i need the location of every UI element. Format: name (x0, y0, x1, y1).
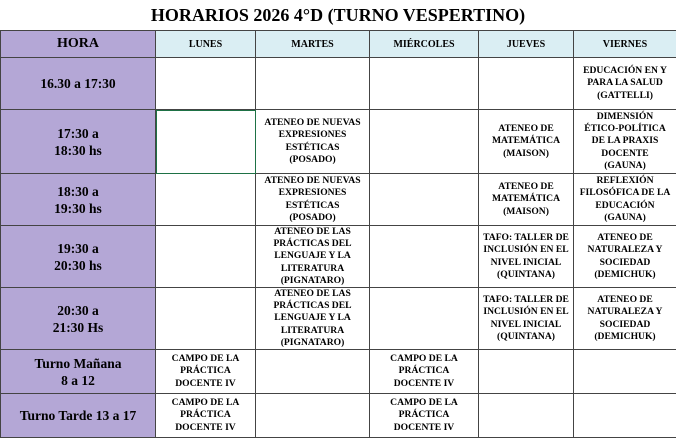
hora-cell[interactable]: 18:30 a 19:30 hs (1, 174, 156, 226)
table-row (1, 58, 676, 110)
cell-viernes[interactable]: DIMENSIÓN ÉTICO-POLÍTICA DE LA PRAXIS DOCENTE (GAUNA) (574, 110, 676, 174)
cell-jueves[interactable]: ATENEO DE MATEMÁTICA (MAISON) (479, 174, 574, 226)
cell-viernes[interactable]: ATENEO DE NATURALEZA Y SOCIEDAD (DEMICHUK) (574, 288, 676, 350)
sheet-title: HORARIOS 2026 4°D (TURNO VESPERTINO) (0, 0, 676, 30)
cell-viernes[interactable] (574, 350, 676, 394)
table-row (1, 350, 676, 394)
hora-cell[interactable]: 16.30 a 17:30 (1, 58, 156, 110)
cell-viernes[interactable]: ATENEO DE NATURALEZA Y SOCIEDAD (DEMICHUK) (574, 226, 676, 288)
schedule-table (0, 30, 676, 438)
cell-miercoles[interactable] (370, 58, 479, 110)
header-hora[interactable]: HORA (1, 31, 156, 58)
cell-jueves[interactable]: TAFO: TALLER DE INCLUSIÓN EN EL NIVEL INICIAL (QUINTANA) (479, 226, 574, 288)
table-row (1, 174, 676, 226)
cell-viernes[interactable] (574, 394, 676, 438)
table-row (1, 394, 676, 438)
table-row (1, 288, 676, 350)
cell-martes[interactable]: ATENEO DE LAS PRÁCTICAS DEL LENGUAJE Y LA LITERATURA (PIGNATARO) (256, 288, 370, 350)
table-row (1, 110, 676, 174)
cell-lunes[interactable] (156, 58, 256, 110)
cell-martes[interactable] (256, 394, 370, 438)
cell-miercoles[interactable] (370, 226, 479, 288)
cell-lunes-selected[interactable] (156, 110, 256, 174)
cell-viernes[interactable]: EDUCACIÓN EN Y PARA LA SALUD (GATTELLI) (574, 58, 676, 110)
cell-martes[interactable]: ATENEO DE NUEVAS EXPRESIONES ESTÉTICAS (POSADO) (256, 110, 370, 174)
cell-lunes[interactable] (156, 288, 256, 350)
cell-martes[interactable]: ATENEO DE LAS PRÁCTICAS DEL LENGUAJE Y LA LITERATURA (PIGNATARO) (256, 226, 370, 288)
cell-miercoles[interactable]: CAMPO DE LA PRÁCTICA DOCENTE IV (370, 350, 479, 394)
cell-lunes[interactable] (156, 226, 256, 288)
cell-martes[interactable] (256, 350, 370, 394)
cell-martes[interactable] (256, 58, 370, 110)
cell-lunes[interactable]: CAMPO DE LA PRÁCTICA DOCENTE IV (156, 394, 256, 438)
cell-miercoles[interactable]: CAMPO DE LA PRÁCTICA DOCENTE IV (370, 394, 479, 438)
cell-martes[interactable]: ATENEO DE NUEVAS EXPRESIONES ESTÉTICAS (POSADO) (256, 174, 370, 226)
header-lunes[interactable]: LUNES (156, 31, 256, 58)
cell-miercoles[interactable] (370, 174, 479, 226)
hora-cell[interactable]: Turno Mañana 8 a 12 (1, 350, 156, 394)
hora-cell[interactable]: Turno Tarde 13 a 17 (1, 394, 156, 438)
header-martes[interactable]: MARTES (256, 31, 370, 58)
cell-viernes[interactable]: REFLEXIÓN FILOSÓFICA DE LA EDUCACIÓN (GAUNA) (574, 174, 676, 226)
header-jueves[interactable]: JUEVES (479, 31, 574, 58)
table-row (1, 226, 676, 288)
cell-miercoles[interactable] (370, 110, 479, 174)
hora-cell[interactable]: 19:30 a 20:30 hs (1, 226, 156, 288)
cell-lunes[interactable]: CAMPO DE LA PRÁCTICA DOCENTE IV (156, 350, 256, 394)
cell-jueves[interactable] (479, 58, 574, 110)
cell-jueves[interactable]: ATENEO DE MATEMÁTICA (MAISON) (479, 110, 574, 174)
cell-jueves[interactable]: TAFO: TALLER DE INCLUSIÓN EN EL NIVEL INICIAL (QUINTANA) (479, 288, 574, 350)
header-row (1, 31, 676, 58)
hora-cell[interactable]: 17:30 a 18:30 hs (1, 110, 156, 174)
header-miercoles[interactable]: MIÉRCOLES (370, 31, 479, 58)
cell-miercoles[interactable] (370, 288, 479, 350)
cell-jueves[interactable] (479, 350, 574, 394)
hora-cell[interactable]: 20:30 a 21:30 Hs (1, 288, 156, 350)
cell-jueves[interactable] (479, 394, 574, 438)
cell-lunes[interactable] (156, 174, 256, 226)
header-viernes[interactable]: VIERNES (574, 31, 676, 58)
